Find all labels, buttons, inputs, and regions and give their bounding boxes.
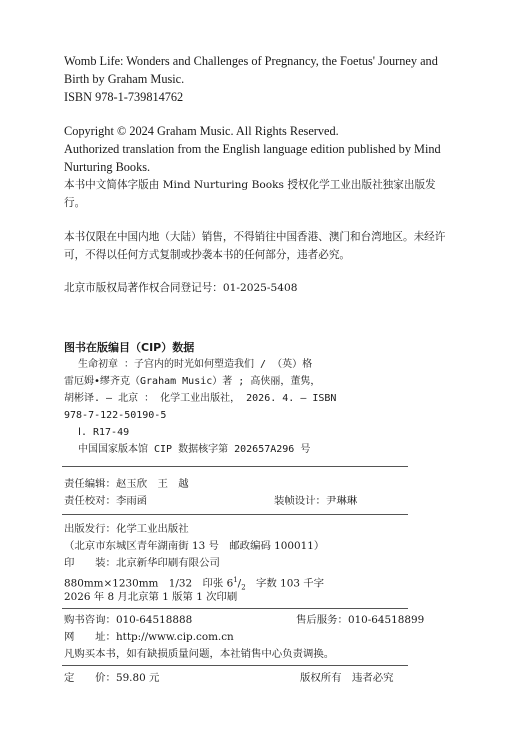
publisher-line: 出版发行：化学工业出版社 — [64, 523, 189, 535]
proof-design-row — [64, 493, 408, 510]
cip-classification: Ⅰ. R17-49 — [78, 427, 130, 438]
format-frac-num: 1 — [233, 576, 238, 584]
authorized-translation: Authorized translation from the English language edition published by Mind Nurturing Books. — [64, 142, 441, 174]
copyright-line: Copyright © 2024 Graham Music. All Rights Reserved. — [64, 124, 339, 138]
publisher-address: （北京市东城区青年湖南街 13 号 邮政编码 100011） — [64, 540, 325, 552]
cip-line: 雷厄姆•缪齐克（Graham Music）著 ; 高侠丽，董隽， — [64, 376, 321, 387]
proofreader: 责任校对：李雨函 — [64, 495, 148, 507]
format-text: 880mm×1230mm 1/32 印张 6 — [64, 577, 234, 590]
english-title: Womb Life: Wonders and Challenges of Pregnancy, the Foetus' Journey and Birth by Graham Music. — [64, 54, 438, 86]
after-sales-phone: 售后服务：010-64518899 — [296, 614, 425, 626]
format-frac-den: 2 — [241, 583, 246, 592]
designer: 装帧设计：尹琳琳 — [274, 495, 358, 507]
contract-registration: 北京市版权局著作权合同登记号：01-2025-5408 — [64, 282, 298, 294]
cip-block — [64, 339, 456, 458]
price-row — [64, 670, 408, 687]
contact-row — [64, 612, 425, 629]
cip-heading: 图书在版编目（CIP）数据 — [64, 341, 195, 354]
divider — [62, 608, 408, 609]
format-line: 880mm×1230mm 1/32 印张 $6^1/_2$ 字数 103 千字 — [64, 576, 325, 592]
cip-line: 胡彬译. — 北京 ： 化学工业出版社， 2026. 4. — ISBN — [64, 393, 337, 404]
purchase-phone: 购书咨询：010-64518888 — [64, 614, 193, 626]
cip-number: 中国国家版本馆 CIP 数据核字第 202657A296 号 — [78, 444, 311, 455]
format-words: 字数 103 千字 — [245, 577, 325, 590]
website-line: 网 址：http://www.cip.com.cn — [64, 631, 234, 643]
responsible-editor: 责任编辑：赵玉欣 王 越 — [64, 478, 189, 490]
printer-line: 印 装：北京新华印刷有限公司 — [64, 557, 220, 569]
price: 定 价：59.80 元 — [64, 672, 160, 684]
divider — [62, 665, 408, 666]
sales-restriction: 本书仅限在中国内地（大陆）销售，不得销往中国香港、澳门和台湾地区。未经许可，不得以任何方式复制或抄袭本书的任何部分，违者必究。 — [64, 231, 446, 261]
chinese-rights-grant: 本书中文简体字版由 Mind Nurturing Books 授权化学工业出版社独家出版发行。 — [64, 179, 436, 209]
divider — [62, 514, 408, 515]
isbn-english: ISBN 978-1-739814762 — [64, 90, 184, 104]
cip-line: 978-7-122-50190-5 — [64, 410, 167, 421]
exchange-notice: 凡购买本书，如有缺损质量问题，本社销售中心负责调换。 — [64, 648, 335, 660]
rights-reserved: 版权所有 违者必究 — [300, 672, 394, 684]
cip-line: 生命初章 ：子宫内的时光如何塑造我们 / （英）格 — [78, 359, 313, 370]
divider — [62, 466, 408, 467]
edition-line: 2026 年 8 月北京第 1 版第 1 次印刷 — [64, 591, 238, 603]
